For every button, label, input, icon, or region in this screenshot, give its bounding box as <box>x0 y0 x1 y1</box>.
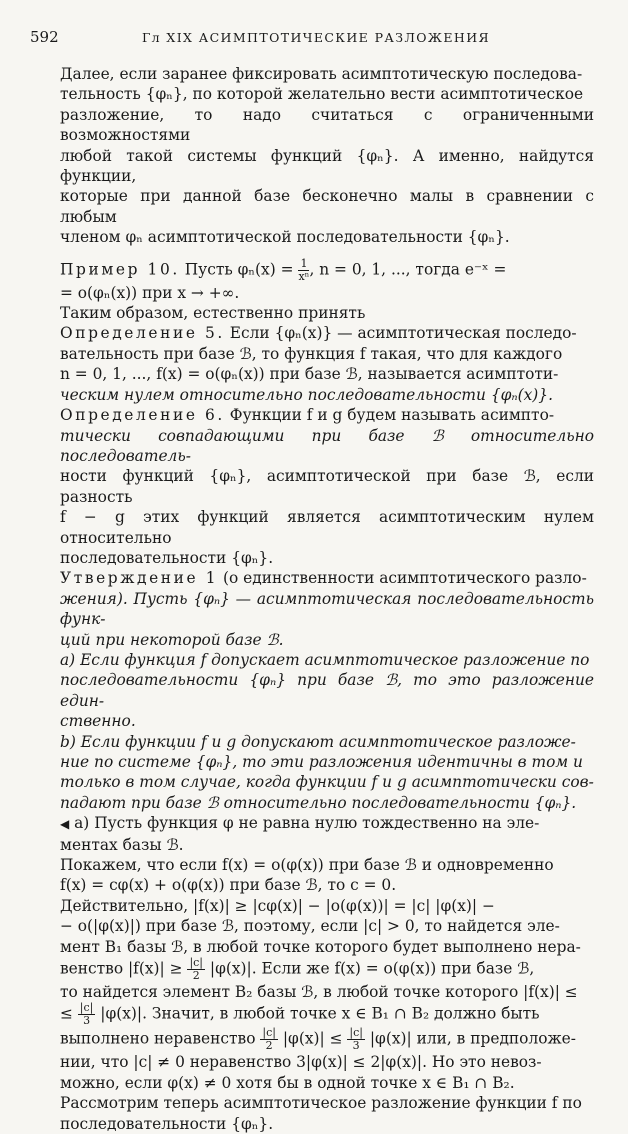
fraction <box>347 1027 365 1052</box>
text-line: Пусть φₙ(x) = <box>179 260 299 279</box>
text-line: b) Если функции f и g допускают асимптотическое разложе- <box>60 732 576 751</box>
text-line: ций при некоторой базе ℬ. <box>60 630 284 649</box>
text-line: тически совпадающими при базе ℬ относительно последователь- <box>60 426 594 465</box>
text-line: выполнено неравенство <box>60 1029 261 1048</box>
text-line: ментах базы ℬ. <box>60 835 184 854</box>
paragraph-transition <box>60 303 594 323</box>
text-line: n = 0, 1, ..., f(x) = o(φₙ(x)) при базе ℬ, называется асимптоти- <box>60 365 559 384</box>
text-line: ственно. <box>60 712 136 731</box>
paragraph-show <box>60 855 594 896</box>
text-line: f − g этих функций является асимптотическим нулем относительно <box>60 508 594 547</box>
text-line: Рассмотрим теперь асимптотическое разложение функции f по <box>60 1094 582 1113</box>
text-line: можно, если φ(x) ≠ 0 хотя бы в одной точке x ∈ B₁ ∩ B₂. <box>60 1073 515 1092</box>
text-line: |φ(x)|. Значит, в любой точке x ∈ B₁ ∩ B₂ должно быть <box>95 1004 540 1023</box>
text-line: венство |f(x)| ≥ <box>60 959 188 978</box>
fraction-denominator: 3 <box>83 1014 91 1028</box>
text-line: ческим нулем относительно последовательности {φₙ(x)}. <box>60 385 553 404</box>
page-header <box>30 28 600 50</box>
text-line: которые при данной базе бесконечно малы в сравнении с любым <box>60 187 594 226</box>
definition-6 <box>60 405 594 568</box>
fraction-numerator: |c| <box>189 956 204 970</box>
fraction-numerator: 1 <box>300 256 308 270</box>
text-line: последовательности {φₙ}. <box>60 1114 274 1133</box>
text-line: членом φₙ асимптотической последовательности {φₙ}. <box>60 228 510 247</box>
text-line: последовательности {φₙ}. <box>60 548 274 567</box>
text-line: |φ(x)| ≤ <box>277 1029 348 1048</box>
statement-label: Утверждение 1 <box>60 569 219 588</box>
fraction-denominator: xⁿ <box>298 269 310 283</box>
text-line: жения). Пусть {φₙ} — асимптотическая последовательность функ- <box>60 589 594 629</box>
text-line: только в том случае, когда функции f и g асимптотически сов- <box>60 773 594 792</box>
page-number: 592 <box>30 28 59 46</box>
text-line: |φ(x)|. Если же f(x) = o(φ(x)) при базе ℬ, <box>205 959 535 978</box>
text-line: (о единственности асимптотического разло- <box>218 569 587 588</box>
fraction-denominator: 2 <box>265 1039 273 1053</box>
definition-label: Определение 6. <box>60 406 225 425</box>
page-body <box>60 64 594 1134</box>
text-line: a) Если функция f допускает асимптотическое разложение по <box>60 650 590 669</box>
definition-label: Определение 5. <box>60 324 225 343</box>
text-line: − o(|φ(x)|) при базе ℬ, поэтому, если |c| > 0, то найдется эле- <box>60 917 560 936</box>
statement-part-b <box>60 732 594 814</box>
fraction <box>260 1027 278 1052</box>
text-line: Таким образом, естественно принять <box>60 304 366 323</box>
paragraph-indeed <box>60 896 594 1093</box>
text-line: последовательности {φₙ} при базе ℬ, то это разложение един- <box>60 671 594 710</box>
fraction <box>78 1002 96 1027</box>
text-line: вательность при базе ℬ, то функция f такая, что для каждого <box>60 344 563 363</box>
fraction-numerator: |c| <box>262 1026 276 1040</box>
fraction-numerator: |c| <box>79 1001 94 1015</box>
text-line: тельность {φₙ}, по которой желательно вести асимптотическое <box>60 85 584 104</box>
text-line: мент B₁ базы ℬ, в любой точке которого будет выполнено нера- <box>60 937 581 956</box>
text-line: любой такой системы функций {φₙ}. А именно, найдутся функции, <box>60 146 594 186</box>
statement-1 <box>60 568 594 650</box>
proof-start-icon: ◀ <box>60 817 70 832</box>
text-line: Функции f и g будем называть асимпто- <box>224 406 555 425</box>
fraction-numerator: |c| <box>349 1026 363 1040</box>
text-line: , n = 0, 1, ..., тогда e⁻ˣ = <box>309 260 507 279</box>
text-line: ности функций {φₙ}, асимптотической при базе ℬ, если разность <box>60 467 594 506</box>
text-line: падают при базе ℬ относительно последовательности {φₙ}. <box>60 793 577 812</box>
paragraph-final <box>60 1093 594 1134</box>
text-line: ≤ <box>60 1004 78 1023</box>
text-line: нии, что |c| ≠ 0 неравенство 3|φ(x)| ≤ 2|φ(x)|. Но это невоз- <box>60 1053 542 1072</box>
fraction-denominator: 3 <box>352 1039 360 1053</box>
text-line: разложение, то надо считаться с ограниченными возможностями <box>60 105 594 145</box>
text-line: Действительно, |f(x)| ≥ |cφ(x)| − |o(φ(x))| = |c| |φ(x)| − <box>60 896 495 915</box>
fraction <box>298 258 309 283</box>
example-10 <box>60 258 594 303</box>
text-line: a) Пусть функция φ не равна нулю тождественно на эле- <box>69 814 540 833</box>
text-line: f(x) = cφ(x) + o(φ(x)) при базе ℬ, то c = 0. <box>60 876 397 895</box>
text-line: Если {φₙ(x)} — асимптотическая последо- <box>224 324 577 343</box>
text-line: то найдется элемент B₂ базы ℬ, в любой точке которого |f(x)| ≤ <box>60 983 578 1002</box>
running-head: Гл XIX АСИМПТОТИЧЕСКИЕ РАЗЛОЖЕНИЯ <box>142 30 490 45</box>
text-line: ние по системе {φₙ}, то эти разложения идентичны в том и <box>60 753 583 771</box>
statement-part-a <box>60 650 594 732</box>
text-line: |φ(x)| или, в предположе- <box>364 1029 576 1048</box>
definition-5 <box>60 323 594 405</box>
proof-start <box>60 813 594 855</box>
fraction-denominator: 2 <box>192 969 200 983</box>
text-line: = o(φₙ(x)) при x → +∞. <box>60 283 240 302</box>
example-label: Пример 10. <box>60 260 180 279</box>
fraction <box>187 957 205 982</box>
paragraph-intro <box>60 64 594 248</box>
text-line: Далее, если заранее фиксировать асимптотическую последова- <box>60 65 583 83</box>
text-line: Покажем, что если f(x) = o(φ(x)) при базе ℬ и одновременно <box>60 856 554 875</box>
